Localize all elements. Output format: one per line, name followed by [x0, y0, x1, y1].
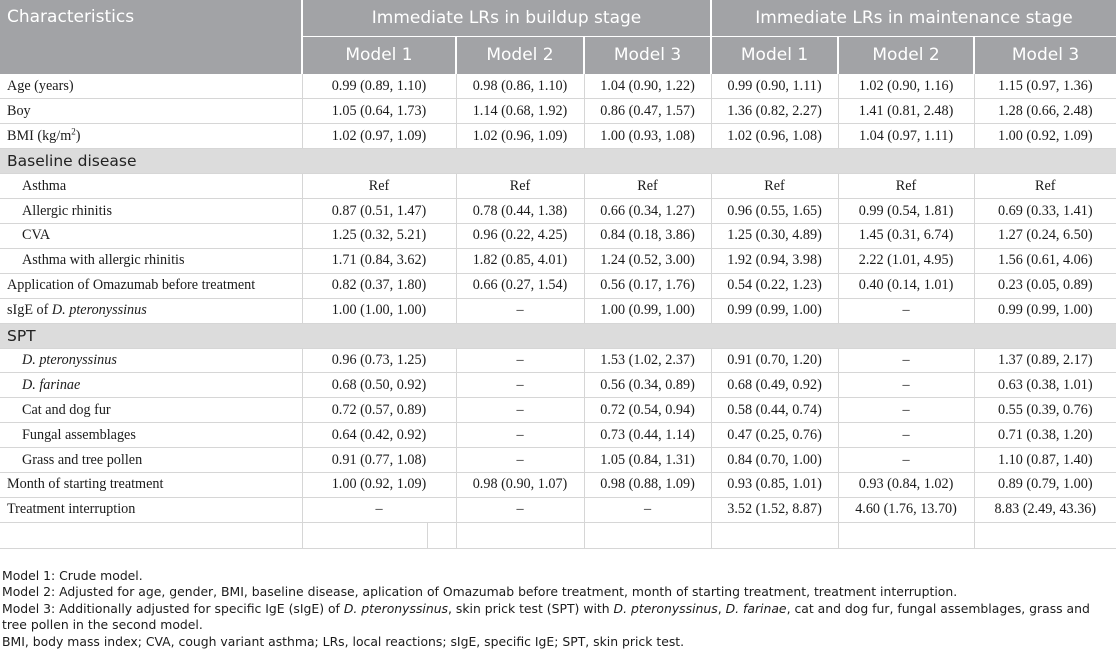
- footnote-model-2: Model 2: Adjusted for age, gender, BMI, baseline disease, aplication of Omazumab before treatment, month of starting treatment, treatment interruption.: [2, 584, 958, 600]
- table-cell: 1.15 (0.97, 1.36): [974, 74, 1116, 99]
- table-cell: 1.02 (0.90, 1.16): [838, 74, 974, 99]
- table-row-asthma: [0, 174, 1116, 199]
- table-cell: 1.37 (0.89, 2.17): [974, 348, 1116, 373]
- table-cell: –: [838, 398, 974, 423]
- table-row-sige: [0, 298, 1116, 323]
- table-cell: –: [456, 298, 584, 323]
- table-cell: 1.05 (0.84, 1.31): [584, 448, 711, 473]
- header-group-buildup: Immediate LRs in buildup stage: [302, 0, 711, 36]
- table-cell: 1.82 (0.85, 4.01): [456, 248, 584, 273]
- row-label: Month of starting treatment: [0, 472, 302, 497]
- table-row-age: [0, 74, 1116, 99]
- empty-cell: [974, 522, 1116, 548]
- table-cell: 1.24 (0.52, 3.00): [584, 248, 711, 273]
- table-row-d-pteronyssinus: [0, 348, 1116, 373]
- table-footnotes: [2, 568, 1114, 650]
- table-cell: –: [456, 398, 584, 423]
- table-cell: 0.93 (0.85, 1.01): [711, 472, 838, 497]
- table-cell: 0.58 (0.44, 0.74): [711, 398, 838, 423]
- table-cell: 1.45 (0.31, 6.74): [838, 223, 974, 248]
- table-cell: Ref: [456, 174, 584, 199]
- row-label: [0, 348, 302, 373]
- table-cell: 1.00 (0.93, 1.08): [584, 124, 711, 149]
- row-label-italic: D. farinae: [22, 376, 81, 393]
- table-cell: 4.60 (1.76, 13.70): [838, 497, 974, 522]
- section-title: Baseline disease: [0, 149, 1116, 174]
- table-cell: –: [456, 497, 584, 522]
- row-label: Cat and dog fur: [0, 398, 302, 423]
- empty-cell: [302, 522, 427, 548]
- header-maintenance-model-2: Model 2: [838, 36, 974, 74]
- table-cell: 0.72 (0.57, 0.89): [302, 398, 456, 423]
- footnote-italic: D. farinae: [725, 600, 787, 616]
- table-cell: –: [838, 423, 974, 448]
- section-title: SPT: [0, 323, 1116, 348]
- table-cell: 1.02 (0.97, 1.09): [302, 124, 456, 149]
- table-cell: 1.00 (0.99, 1.00): [584, 298, 711, 323]
- table-cell: 0.47 (0.25, 0.76): [711, 423, 838, 448]
- table-cell: 1.04 (0.90, 1.22): [584, 74, 711, 99]
- row-label: Age (years): [0, 74, 302, 99]
- table-cell: 0.99 (0.89, 1.10): [302, 74, 456, 99]
- empty-cell: [0, 522, 302, 548]
- header-buildup-model-1: Model 1: [302, 36, 456, 74]
- table-row-interruption: [0, 497, 1116, 522]
- table-cell: 0.91 (0.70, 1.20): [711, 348, 838, 373]
- table-cell: 0.78 (0.44, 1.38): [456, 199, 584, 224]
- footnote-abbreviations: BMI, body mass index; CVA, cough variant asthma; LRs, local reactions; sIgE, specific IgE; SPT, skin prick test.: [2, 633, 685, 649]
- table-cell: 1.02 (0.96, 1.08): [711, 124, 838, 149]
- row-label: [0, 124, 302, 149]
- table-cell: 0.66 (0.27, 1.54): [456, 273, 584, 298]
- header-characteristics: Characteristics: [0, 0, 302, 74]
- table-cell: –: [302, 497, 456, 522]
- table-cell: 0.99 (0.90, 1.11): [711, 74, 838, 99]
- table-cell: 0.99 (0.54, 1.81): [838, 199, 974, 224]
- table-cell: 0.71 (0.38, 1.20): [974, 423, 1116, 448]
- table-cell: 0.86 (0.47, 1.57): [584, 99, 711, 124]
- table-cell: 1.05 (0.64, 1.73): [302, 99, 456, 124]
- table-row-allergic-rhinitis: [0, 199, 1116, 224]
- row-label: Allergic rhinitis: [0, 199, 302, 224]
- table-cell: 0.68 (0.50, 0.92): [302, 373, 456, 398]
- table-cell: 0.82 (0.37, 1.80): [302, 273, 456, 298]
- empty-cell: [584, 522, 711, 548]
- row-label-italic: D. pteronyssinus: [22, 351, 117, 368]
- table-row-d-farinae: [0, 373, 1116, 398]
- section-header-baseline-disease: [0, 149, 1116, 174]
- table-cell: 0.96 (0.22, 4.25): [456, 223, 584, 248]
- row-label: Fungal assemblages: [0, 423, 302, 448]
- table-row-bmi: [0, 124, 1116, 149]
- table-cell: 0.99 (0.99, 1.00): [711, 298, 838, 323]
- empty-cell: [838, 522, 974, 548]
- header-maintenance-model-3: Model 3: [974, 36, 1116, 74]
- table-cell: 1.27 (0.24, 6.50): [974, 223, 1116, 248]
- table-cell: 0.84 (0.18, 3.86): [584, 223, 711, 248]
- table-cell: 0.96 (0.55, 1.65): [711, 199, 838, 224]
- footnote-text: Model 3: Additionally adjusted for specific IgE (sIgE) of: [2, 600, 344, 616]
- table-cell: 1.56 (0.61, 4.06): [974, 248, 1116, 273]
- table-row-fungal: [0, 423, 1116, 448]
- table-row-pollen: [0, 448, 1116, 473]
- table-cell: 1.10 (0.87, 1.40): [974, 448, 1116, 473]
- table-cell: 1.53 (1.02, 2.37): [584, 348, 711, 373]
- table-cell: 1.25 (0.32, 5.21): [302, 223, 456, 248]
- table-cell: 0.56 (0.34, 0.89): [584, 373, 711, 398]
- table-cell: 1.41 (0.81, 2.48): [838, 99, 974, 124]
- row-label: Treatment interruption: [0, 497, 302, 522]
- row-label: Boy: [0, 99, 302, 124]
- table-row-omazumab: [0, 273, 1116, 298]
- row-label: Application of Omazumab before treatment: [0, 273, 302, 298]
- table-cell: 0.91 (0.77, 1.08): [302, 448, 456, 473]
- table-cell: 0.93 (0.84, 1.02): [838, 472, 974, 497]
- table-cell: 1.25 (0.30, 4.89): [711, 223, 838, 248]
- empty-cell: [427, 522, 456, 548]
- table-row-cva: [0, 223, 1116, 248]
- table-cell: 1.14 (0.68, 1.92): [456, 99, 584, 124]
- table-cell: 2.22 (1.01, 4.95): [838, 248, 974, 273]
- table-cell: 3.52 (1.52, 8.87): [711, 497, 838, 522]
- table-cell: 1.36 (0.82, 2.27): [711, 99, 838, 124]
- row-label: CVA: [0, 223, 302, 248]
- table-row-cat-dog-fur: [0, 398, 1116, 423]
- table-cell: 0.69 (0.33, 1.41): [974, 199, 1116, 224]
- table-cell: 1.04 (0.97, 1.11): [838, 124, 974, 149]
- table-cell: Ref: [838, 174, 974, 199]
- row-label-italic: D. pteronyssinus: [51, 302, 147, 319]
- empty-cell: [711, 522, 838, 548]
- table-cell: 0.23 (0.05, 0.89): [974, 273, 1116, 298]
- table-cell: Ref: [711, 174, 838, 199]
- table-cell: –: [456, 448, 584, 473]
- footnote-text: , skin prick test (SPT) with: [448, 600, 614, 616]
- row-label-end: ): [75, 127, 81, 144]
- footnote-model-3: [2, 601, 1114, 634]
- table-row-empty: [0, 522, 1116, 548]
- table-row-boy: [0, 99, 1116, 124]
- table-cell: 0.98 (0.86, 1.10): [456, 74, 584, 99]
- row-label-superscript: 2: [71, 125, 76, 136]
- footnote-model-1: Model 1: Crude model.: [2, 568, 143, 583]
- table-cell: 1.00 (0.92, 1.09): [974, 124, 1116, 149]
- table-cell: 0.55 (0.39, 0.76): [974, 398, 1116, 423]
- table-cell: Ref: [302, 174, 456, 199]
- table-cell: Ref: [974, 174, 1116, 199]
- footnote-text: ,: [717, 600, 726, 616]
- row-label-text: sIgE of: [7, 302, 52, 319]
- table-cell: 0.99 (0.99, 1.00): [974, 298, 1116, 323]
- table-cell: 0.96 (0.73, 1.25): [302, 348, 456, 373]
- footnote-italic: D. pteronyssinus: [613, 600, 718, 616]
- table-cell: 0.63 (0.38, 1.01): [974, 373, 1116, 398]
- table-cell: 8.83 (2.49, 43.36): [974, 497, 1116, 522]
- section-header-spt: [0, 323, 1116, 348]
- row-label: [0, 298, 302, 323]
- row-label: Asthma with allergic rhinitis: [0, 248, 302, 273]
- table-cell: 0.68 (0.49, 0.92): [711, 373, 838, 398]
- table-cell: 0.87 (0.51, 1.47): [302, 199, 456, 224]
- row-label-text: BMI (kg/m: [7, 127, 72, 144]
- header-maintenance-model-1: Model 1: [711, 36, 838, 74]
- header-buildup-model-3: Model 3: [584, 36, 711, 74]
- row-label: Grass and tree pollen: [0, 448, 302, 473]
- table-cell: 1.00 (0.92, 1.09): [302, 472, 456, 497]
- table-cell: 1.71 (0.84, 3.62): [302, 248, 456, 273]
- table-cell: 0.66 (0.34, 1.27): [584, 199, 711, 224]
- table-cell: 0.72 (0.54, 0.94): [584, 398, 711, 423]
- table-cell: 0.98 (0.90, 1.07): [456, 472, 584, 497]
- table-cell: –: [456, 423, 584, 448]
- table-row-month: [0, 472, 1116, 497]
- table-cell: 0.54 (0.22, 1.23): [711, 273, 838, 298]
- table-cell: 1.02 (0.96, 1.09): [456, 124, 584, 149]
- header-group-maintenance: Immediate LRs in maintenance stage: [711, 0, 1116, 36]
- table-cell: 0.84 (0.70, 1.00): [711, 448, 838, 473]
- row-label: [0, 373, 302, 398]
- empty-cell: [456, 522, 584, 548]
- table-cell: Ref: [584, 174, 711, 199]
- table-cell: 0.89 (0.79, 1.00): [974, 472, 1116, 497]
- table-cell: 0.40 (0.14, 1.01): [838, 273, 974, 298]
- table-cell: –: [456, 348, 584, 373]
- table-cell: 0.56 (0.17, 1.76): [584, 273, 711, 298]
- footnote-text: , cat and dog fur, fungal assemblages, grass and tree pollen in the second model.: [2, 600, 1090, 633]
- table-cell: 1.28 (0.66, 2.48): [974, 99, 1116, 124]
- row-label: Asthma: [0, 174, 302, 199]
- header-buildup-model-2: Model 2: [456, 36, 584, 74]
- table-cell: 1.92 (0.94, 3.98): [711, 248, 838, 273]
- table-row-asthma-with-rhinitis: [0, 248, 1116, 273]
- table-cell: –: [838, 298, 974, 323]
- footnote-italic: D. pteronyssinus: [343, 600, 448, 616]
- table-cell: 0.73 (0.44, 1.14): [584, 423, 711, 448]
- table-cell: 1.00 (1.00, 1.00): [302, 298, 456, 323]
- table-cell: –: [838, 448, 974, 473]
- table-cell: –: [584, 497, 711, 522]
- table-cell: –: [838, 348, 974, 373]
- table-cell: –: [456, 373, 584, 398]
- table-cell: 0.64 (0.42, 0.92): [302, 423, 456, 448]
- table-cell: 0.98 (0.88, 1.09): [584, 472, 711, 497]
- table-cell: –: [838, 373, 974, 398]
